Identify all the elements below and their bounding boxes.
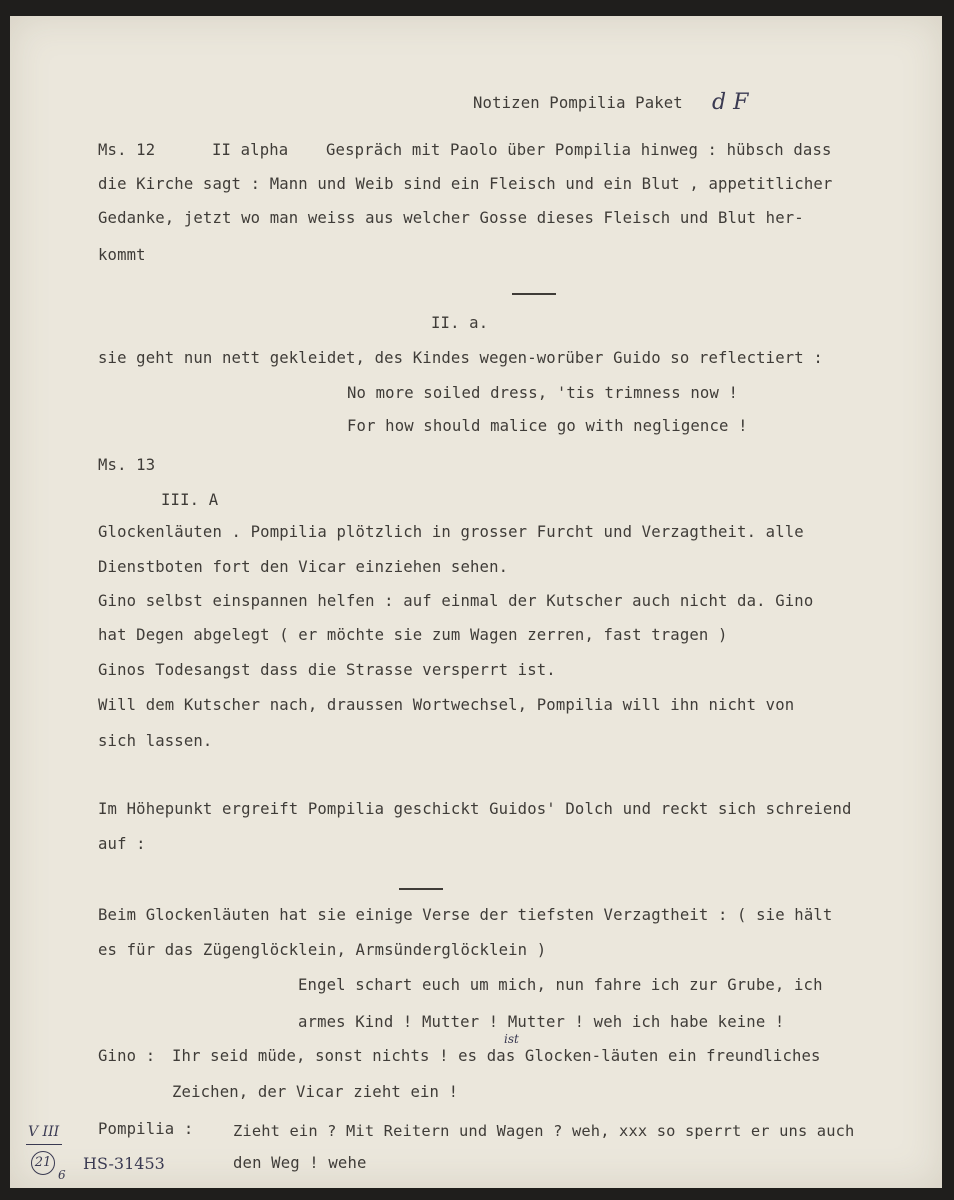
document-page (10, 16, 942, 1188)
archive-sub-number: 6 (58, 1168, 66, 1182)
ms12-label: Ms. 12 (98, 141, 156, 159)
ms13-line: hat Degen abgelegt ( er möchte sie zum Wagen zerren, fast tragen ) (98, 626, 728, 644)
section-heading-IIa: II. a. (431, 314, 489, 332)
pompilia-line-2: den Weg ! wehe (233, 1154, 367, 1172)
ms13-line: Dienstboten fort den Vicar einziehen sehen. (98, 558, 509, 576)
ms13-line: Gino selbst einspannen helfen : auf einmal der Kutscher auch nicht da. Gino (98, 592, 814, 610)
quote-line-1: No more soiled dress, 'tis trimness now ! (347, 384, 739, 402)
ms13-label: Ms. 13 (98, 456, 156, 474)
handwritten-insert: ist (504, 1032, 519, 1046)
ms13-line: Glockenläuten . Pompilia plötzlich in grosser Furcht und Verzagtheit. alle (98, 523, 804, 541)
section-IIa-line-1: sie geht nun nett gekleidet, des Kindes wegen-worüber Guido so reflectiert : (98, 349, 823, 367)
archive-fraction-mark: V III (28, 1124, 60, 1140)
archive-circled-number: 21 (31, 1151, 55, 1175)
divider-rule (512, 293, 556, 295)
speaker-gino: Gino : (98, 1047, 156, 1065)
archive-fraction-line (26, 1144, 62, 1145)
ms12-line-1: Gespräch mit Paolo über Pompilia hinweg : hübsch dass (326, 141, 832, 159)
title-handwritten-mark: d F (712, 90, 749, 115)
ms13-line: sich lassen. (98, 732, 213, 750)
ms12-line-4: kommt (98, 246, 146, 264)
page-title: Notizen Pompilia Paket (473, 94, 683, 112)
verse-line-1: Engel schart euch um mich, nun fahre ich zur Grube, ich (298, 976, 823, 994)
ms12-line-2: die Kirche sagt : Mann und Weib sind ein Fleisch und ein Blut , appetitlicher (98, 175, 833, 193)
bells-line-1: Beim Glockenläuten hat sie einige Verse der tiefsten Verzagtheit : ( sie hält (98, 906, 833, 924)
divider-rule (399, 888, 443, 890)
gino-line-1: Ihr seid müde, sonst nichts ! es das Glocken-läuten ein freundliches (172, 1047, 821, 1065)
ms13-line: Ginos Todesangst dass die Strasse versperrt ist. (98, 661, 556, 679)
climax-line-1: Im Höhepunkt ergreift Pompilia geschickt Guidos' Dolch und reckt sich schreiend (98, 800, 852, 818)
ms13-line: Will dem Kutscher nach, draussen Wortwechsel, Pompilia will ihn nicht von (98, 696, 795, 714)
gino-line-2: Zeichen, der Vicar zieht ein ! (172, 1083, 459, 1101)
speaker-pompilia: Pompilia : (98, 1120, 194, 1138)
climax-line-2: auf : (98, 835, 146, 853)
bells-line-2: es für das Zügenglöcklein, Armsünderglöcklein ) (98, 941, 547, 959)
quote-line-2: For how should malice go with negligence ! (347, 417, 748, 435)
verse-line-2: armes Kind ! Mutter ! Mutter ! weh ich habe keine ! (298, 1013, 785, 1031)
ms12-line-3: Gedanke, jetzt wo man weiss aus welcher Gosse dieses Fleisch und Blut her- (98, 209, 804, 227)
pompilia-line-1: Zieht ein ? Mit Reitern und Wagen ? weh, xxx so sperrt er uns auch (233, 1122, 855, 1140)
ms12-section: II alpha (212, 141, 289, 159)
section-heading-IIIA: III. A (161, 491, 219, 509)
archive-signature: HS-31453 (83, 1154, 165, 1173)
